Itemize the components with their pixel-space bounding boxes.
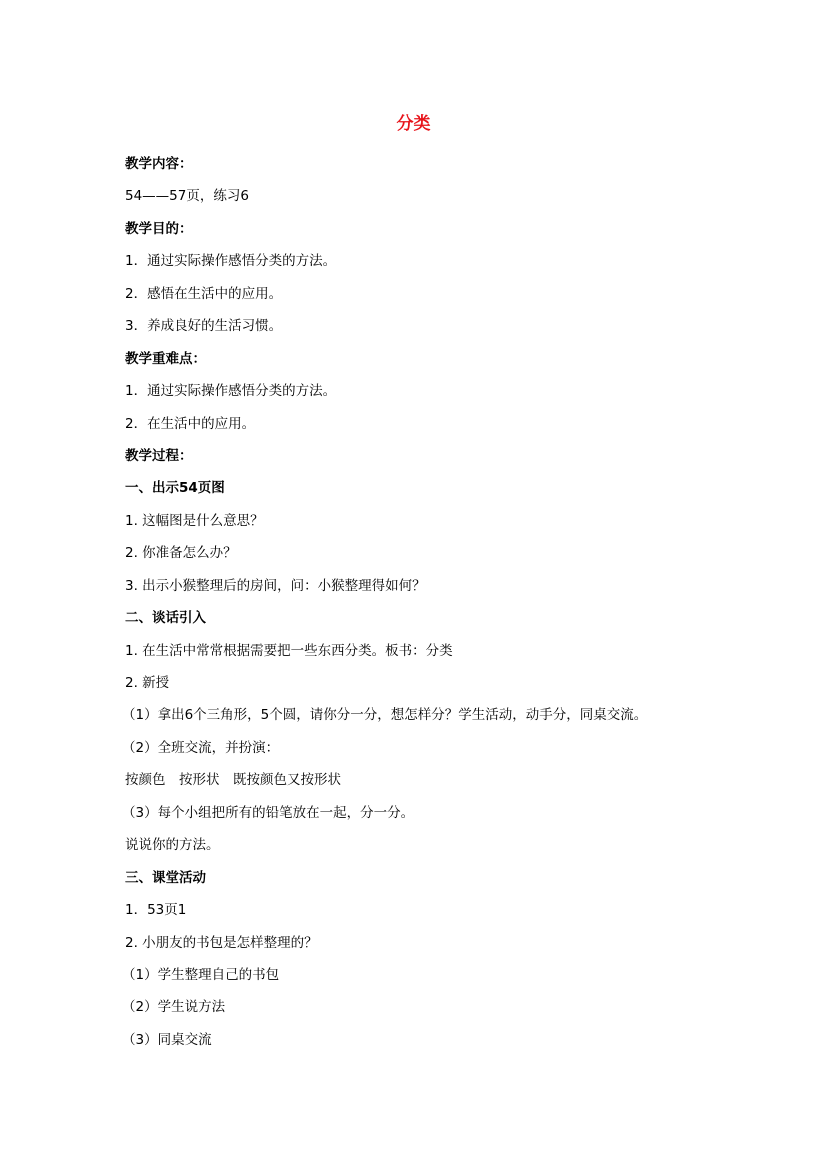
- objective-item-3: 3．养成良好的生活习惯。: [125, 318, 283, 335]
- list-item: 2. 小朋友的书包是怎样整理的？: [125, 934, 318, 951]
- list-item: （3）每个小组把所有的铅笔放在一起，分一分。: [122, 804, 415, 821]
- subsection-heading-3: 三、课堂活动: [125, 869, 206, 886]
- section-heading-process: 教学过程：: [125, 447, 193, 464]
- list-item: （2）全班交流，并扮演：: [122, 739, 280, 756]
- list-item: 按颜色 按形状 既按颜色又按形状: [125, 772, 341, 789]
- list-item: 1. 这幅图是什么意思？: [125, 512, 264, 529]
- objective-item-1: 1．通过实际操作感悟分类的方法。: [125, 253, 337, 270]
- list-item: （1）拿出6个三角形，5个圆，请你分一分，想怎样分？学生活动，动手分，同桌交流。: [122, 707, 648, 724]
- objective-item-2: 2．感悟在生活中的应用。: [125, 285, 283, 302]
- list-item: 3. 出示小猴整理后的房间，问：小猴整理得如何？: [125, 577, 426, 594]
- list-item: （1）学生整理自己的书包: [122, 966, 280, 983]
- list-item: 说说你的方法。: [125, 837, 220, 854]
- paragraph-pages: 54——57页，练习6: [125, 188, 249, 205]
- section-heading-objectives: 教学目的：: [125, 220, 193, 237]
- key-point-item-2: 2．在生活中的应用。: [125, 415, 256, 432]
- list-item: 1．53页1: [125, 902, 187, 919]
- section-heading-key-points: 教学重难点：: [125, 350, 206, 367]
- key-point-item-1: 1．通过实际操作感悟分类的方法。: [125, 383, 337, 400]
- subsection-heading-2: 二、谈话引入: [125, 610, 206, 627]
- list-item: （2）学生说方法: [122, 999, 226, 1016]
- list-item: 1. 在生活中常常根据需要把一些东西分类。板书：分类: [125, 642, 453, 659]
- list-item: 2. 你准备怎么办？: [125, 545, 237, 562]
- list-item: 2. 新授: [125, 675, 170, 691]
- document-title: 分类: [396, 114, 431, 134]
- subsection-heading-1: 一、出示54页图: [125, 480, 225, 497]
- list-item: （3）同桌交流: [122, 1031, 212, 1048]
- document-body: [122, 148, 725, 1056]
- section-heading-content: 教学内容：: [125, 156, 193, 172]
